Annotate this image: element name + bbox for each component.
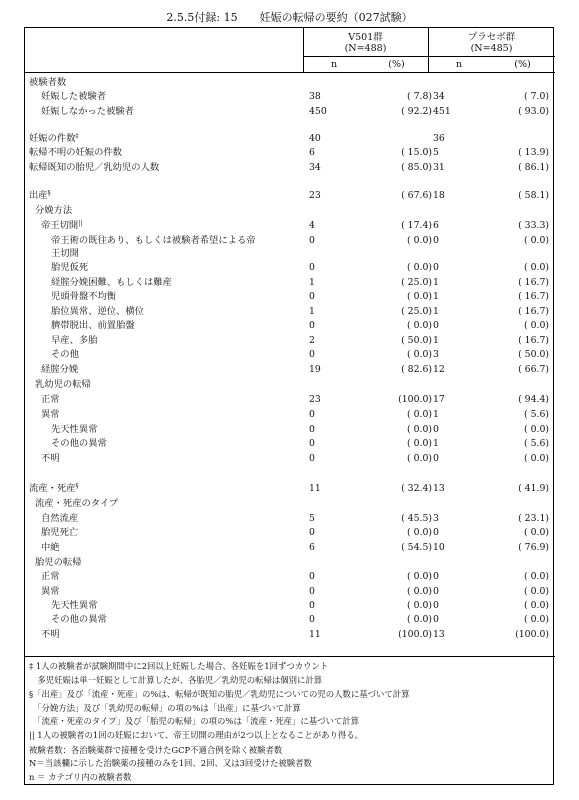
v501-pct-cell: ( 82.6)	[401, 364, 432, 375]
placebo-n-cell: 6	[433, 220, 439, 231]
group-header-v501	[303, 32, 428, 54]
row-label: 自然流産	[41, 513, 79, 524]
table-row	[25, 76, 555, 90]
v501-pct-cell: ( 50.0)	[401, 335, 432, 346]
row-label: 妊娠した被験者	[41, 91, 107, 102]
row-label: 出産§	[29, 190, 51, 201]
table-row	[25, 146, 555, 160]
placebo-pct-cell: ( 66.7)	[518, 364, 549, 375]
row-label: 被験者数	[29, 77, 67, 88]
table-row	[25, 497, 555, 511]
footnote: §「出産」及び「流産・死産」の%は、転帰が既知の胎児／乳幼児についての児の人数に基づいて計算	[29, 689, 410, 699]
v501-pct-cell: ( 0.0)	[407, 571, 432, 582]
v501-pct-cell: ( 0.0)	[407, 235, 432, 246]
v501-n-cell: 23	[309, 190, 321, 201]
page-title: 2.5.5付録: 15 妊娠の転帰の要約（027試験）	[166, 11, 413, 24]
placebo-pct-cell: ( 7.0)	[524, 91, 549, 102]
row-label: 妊娠しなかった被験者	[41, 106, 134, 117]
row-label: 胎児仮死	[51, 262, 89, 273]
v501-pct-cell: ( 67.6)	[401, 190, 432, 201]
v501-n-cell: 38	[309, 91, 321, 102]
placebo-pct-cell: ( 0.0)	[524, 262, 549, 273]
placebo-pct-cell: (100.0)	[515, 629, 549, 640]
placebo-n-cell: 12	[433, 364, 445, 375]
placebo-pct-cell: ( 0.0)	[524, 424, 549, 435]
row-label: 早産、多胎	[51, 335, 98, 346]
v501-n-cell: 0	[309, 453, 315, 464]
group-n: (N=488)	[344, 43, 387, 54]
placebo-n-cell: 0	[433, 235, 439, 246]
v501-pct-cell: ( 54.5)	[401, 542, 432, 553]
placebo-pct-cell: ( 50.0)	[518, 349, 549, 360]
placebo-n-cell: 0	[433, 424, 439, 435]
placebo-pct-cell: ( 0.0)	[524, 614, 549, 625]
v501-n-cell: 1	[309, 277, 315, 288]
footnote: 多児妊娠は単一妊娠として計算したが、各胎児／乳幼児の転帰は個別に計算	[29, 675, 323, 685]
placebo-pct-cell: ( 16.7)	[518, 291, 549, 302]
row-label: 先天性異常	[51, 424, 98, 435]
placebo-pct-cell: ( 76.9)	[518, 542, 549, 553]
v501-pct-cell: (100.0)	[398, 629, 432, 640]
v501-pct-cell: ( 32.4)	[401, 483, 432, 494]
v501-pct-cell: ( 7.8)	[407, 91, 432, 102]
placebo-n-cell: 17	[433, 394, 445, 405]
table-row	[25, 161, 555, 175]
footnote-marker: §	[47, 190, 51, 197]
v501-pct-cell: ( 92.2)	[401, 106, 432, 117]
v501-pct-cell: ( 15.0)	[401, 147, 432, 158]
table-row	[25, 247, 555, 261]
row-label: 不明	[41, 453, 60, 464]
v501-n-cell: 2	[309, 335, 315, 346]
v501-n-cell: 0	[309, 291, 315, 302]
placebo-n-cell: 5	[433, 147, 439, 158]
v501-pct-cell: ( 0.0)	[407, 600, 432, 611]
placebo-n-cell: 3	[433, 513, 439, 524]
table-row	[25, 305, 555, 319]
row-label: 胎児の転帰	[35, 557, 82, 568]
placebo-pct-cell: ( 0.0)	[524, 453, 549, 464]
table-row	[25, 261, 555, 275]
placebo-pct-cell: ( 16.7)	[518, 335, 549, 346]
table-row	[25, 132, 555, 146]
v501-pct-cell: ( 0.0)	[407, 614, 432, 625]
table-row	[25, 276, 555, 290]
table-row	[25, 393, 555, 407]
v501-n-cell: 0	[309, 571, 315, 582]
row-label: 正常	[41, 571, 60, 582]
footnote-marker: ||	[78, 220, 83, 227]
placebo-pct-cell: ( 0.0)	[524, 586, 549, 597]
placebo-pct-cell: ( 86.1)	[518, 162, 549, 173]
placebo-pct-cell: ( 23.1)	[518, 513, 549, 524]
v501-n-cell: 1	[309, 306, 315, 317]
table-row	[25, 512, 555, 526]
v501-n-cell: 0	[309, 614, 315, 625]
table-row	[25, 334, 555, 348]
placebo-n-cell: 0	[433, 453, 439, 464]
row-label: 経腟分娩困難、もしくは難産	[51, 277, 172, 288]
footnote: 「分娩方法」及び「乳幼児の転帰」の項の%は「出産」に基づいて計算	[29, 703, 301, 713]
footnote: N＝当該欄に示した治験薬の接種のみを1回、2回、又は3回受けた被験者数	[29, 758, 312, 768]
v501-pct-cell: ( 0.0)	[407, 291, 432, 302]
placebo-pct-cell: ( 0.0)	[524, 527, 549, 538]
group-name: プラセボ群	[467, 32, 516, 43]
row-label: 流産・死産のタイプ	[35, 498, 119, 509]
row-label: 正常	[41, 394, 60, 405]
group-n: (N=485)	[470, 43, 513, 54]
table-row	[25, 90, 555, 104]
table-row	[25, 105, 555, 119]
v501-n-cell: 6	[309, 542, 315, 553]
placebo-pct-cell: ( 41.9)	[518, 483, 549, 494]
v501-pct-cell: ( 0.0)	[407, 453, 432, 464]
v501-pct-cell: ( 0.0)	[407, 349, 432, 360]
table-row	[25, 437, 555, 451]
placebo-n-cell: 13	[433, 629, 445, 640]
v501-n-cell: 11	[309, 483, 321, 494]
header-bottom-rule	[25, 72, 555, 73]
v501-pct-cell: ( 25.0)	[401, 277, 432, 288]
table-row	[25, 482, 555, 496]
v501-n-cell: 0	[309, 586, 315, 597]
placebo-n-cell: 36	[433, 133, 445, 144]
placebo-pct-cell: ( 0.0)	[524, 235, 549, 246]
v501-n-cell: 34	[309, 162, 321, 173]
footnote: || 1人の被験者の1回の妊娠において、帝王切開の理由が2つ以上となることがあり得る。	[29, 730, 363, 740]
v501-pct-cell: ( 85.0)	[401, 162, 432, 173]
placebo-n-cell: 0	[433, 262, 439, 273]
group-header-placebo	[428, 32, 555, 54]
row-label: 転帰不明の妊娠の件数	[29, 147, 122, 158]
placebo-pct-cell: ( 58.1)	[518, 190, 549, 201]
row-label: 帝王切開||	[41, 220, 83, 231]
table-row	[25, 363, 555, 377]
v501-n-cell: 6	[309, 147, 315, 158]
row-label: 流産・死産§	[29, 483, 79, 494]
placebo-pct-cell: ( 33.3)	[518, 220, 549, 231]
placebo-n-cell: 1	[433, 409, 439, 420]
placebo-n-cell: 13	[433, 483, 445, 494]
placebo-n-cell: 1	[433, 277, 439, 288]
footnote-marker: §	[75, 483, 79, 490]
col-header-n: n	[330, 59, 338, 70]
placebo-n-cell: 451	[433, 106, 451, 117]
placebo-pct-cell: ( 16.7)	[518, 306, 549, 317]
placebo-pct-cell: ( 5.6)	[524, 438, 549, 449]
row-label: その他	[51, 349, 79, 360]
placebo-pct-cell: ( 5.6)	[524, 409, 549, 420]
placebo-n-cell: 34	[433, 91, 445, 102]
v501-n-cell: 450	[309, 106, 327, 117]
placebo-n-cell: 10	[433, 542, 445, 553]
placebo-n-cell: 3	[433, 349, 439, 360]
v501-pct-cell: ( 0.0)	[407, 586, 432, 597]
col-header-pct: (%)	[388, 59, 405, 70]
table-row	[25, 290, 555, 304]
v501-pct-cell: ( 45.5)	[401, 513, 432, 524]
table-row	[25, 613, 555, 627]
v501-pct-cell: (100.0)	[398, 394, 432, 405]
row-label: 分娩方法	[35, 205, 73, 216]
table-row	[25, 585, 555, 599]
table-row	[25, 570, 555, 584]
v501-n-cell: 0	[309, 600, 315, 611]
placebo-pct-cell: ( 0.0)	[524, 600, 549, 611]
row-label: 王切開	[51, 248, 79, 259]
placebo-pct-cell: ( 13.9)	[518, 147, 549, 158]
placebo-pct-cell: ( 93.0)	[518, 106, 549, 117]
table-row	[25, 628, 555, 642]
row-label: 不明	[41, 629, 60, 640]
table-row	[25, 378, 555, 392]
placebo-n-cell: 0	[433, 527, 439, 538]
v501-n-cell: 0	[309, 527, 315, 538]
placebo-n-cell: 1	[433, 438, 439, 449]
v501-pct-cell: ( 0.0)	[407, 438, 432, 449]
row-label: その他の異常	[51, 438, 107, 449]
row-label: 児頭骨盤不均衡	[51, 291, 117, 302]
footnote: 被験者数：各治験薬群で接種を受けたGCP不適合例を除く被験者数	[29, 745, 283, 755]
table-row	[25, 599, 555, 613]
row-label: 異常	[41, 586, 60, 597]
row-label: 異常	[41, 409, 60, 420]
v501-n-cell: 0	[309, 235, 315, 246]
row-label: 臍帯脱出、前置胎盤	[51, 320, 135, 331]
placebo-pct-cell: ( 0.0)	[524, 320, 549, 331]
placebo-pct-cell: ( 16.7)	[518, 277, 549, 288]
footnote-rule	[25, 656, 555, 657]
v501-n-cell: 0	[309, 424, 315, 435]
row-label: 胎位異常、逆位、横位	[51, 306, 144, 317]
footnote: n ＝ カテゴリ内の被験者数	[29, 772, 132, 782]
table-row	[25, 348, 555, 362]
v501-n-cell: 0	[309, 409, 315, 420]
table-row	[25, 319, 555, 333]
v501-pct-cell: ( 0.0)	[407, 409, 432, 420]
col-header-pct: (%)	[514, 59, 531, 70]
placebo-n-cell: 31	[433, 162, 445, 173]
v501-n-cell: 23	[309, 394, 321, 405]
v501-n-cell: 4	[309, 220, 315, 231]
placebo-n-cell: 0	[433, 586, 439, 597]
row-label: 乳幼児の転帰	[35, 379, 91, 390]
placebo-n-cell: 0	[433, 600, 439, 611]
table-row	[25, 189, 555, 203]
v501-pct-cell: ( 17.4)	[401, 220, 432, 231]
group-name: V501群	[348, 32, 383, 43]
v501-n-cell: 0	[309, 349, 315, 360]
v501-pct-cell: ( 0.0)	[407, 424, 432, 435]
footnote: 「流産・死産のタイプ」及び「胎児の転帰」の項の%は「流産・死産」に基づいて計算	[29, 716, 359, 726]
table-row	[25, 408, 555, 422]
row-label: 先天性異常	[51, 600, 98, 611]
col-header-n: n	[455, 59, 463, 70]
placebo-n-cell: 18	[433, 190, 445, 201]
v501-n-cell: 0	[309, 262, 315, 273]
table-row	[25, 423, 555, 437]
table-row	[25, 204, 555, 218]
placebo-n-cell: 0	[433, 571, 439, 582]
placebo-n-cell: 0	[433, 614, 439, 625]
v501-pct-cell: ( 0.0)	[407, 262, 432, 273]
row-label: 経腟分娩	[41, 364, 79, 375]
v501-pct-cell: ( 0.0)	[407, 320, 432, 331]
v501-n-cell: 0	[309, 320, 315, 331]
header-divider	[303, 56, 555, 57]
v501-n-cell: 19	[309, 364, 321, 375]
v501-n-cell: 0	[309, 438, 315, 449]
row-label: 帝王術の既往あり、もしくは被験者希望による帝	[51, 235, 256, 246]
row-label: 転帰既知の胎児／乳幼児の人数	[29, 162, 160, 173]
table-row	[25, 556, 555, 570]
v501-pct-cell: ( 25.0)	[401, 306, 432, 317]
footnote-marker: ‡	[75, 133, 79, 140]
placebo-n-cell: 1	[433, 335, 439, 346]
row-label: 妊娠の件数‡	[29, 133, 79, 144]
row-label: 胎児死亡	[41, 527, 79, 538]
placebo-n-cell: 0	[433, 320, 439, 331]
v501-pct-cell: ( 0.0)	[407, 527, 432, 538]
v501-n-cell: 5	[309, 513, 315, 524]
v501-n-cell: 40	[309, 133, 321, 144]
placebo-n-cell: 1	[433, 291, 439, 302]
placebo-n-cell: 1	[433, 306, 439, 317]
table-row	[25, 452, 555, 466]
table-row	[25, 541, 555, 555]
table-row	[25, 234, 555, 248]
row-label: その他の異常	[51, 614, 107, 625]
table-row	[25, 219, 555, 233]
placebo-pct-cell: ( 0.0)	[524, 571, 549, 582]
v501-n-cell: 11	[309, 629, 321, 640]
footnote: ‡ 1人の被験者が試験期間中に2回以上妊娠した場合、各妊娠を1回ずつカウント	[29, 661, 329, 671]
row-label: 中絶	[41, 542, 60, 553]
table-row	[25, 526, 555, 540]
placebo-pct-cell: ( 94.4)	[518, 394, 549, 405]
summary-table	[24, 27, 554, 785]
